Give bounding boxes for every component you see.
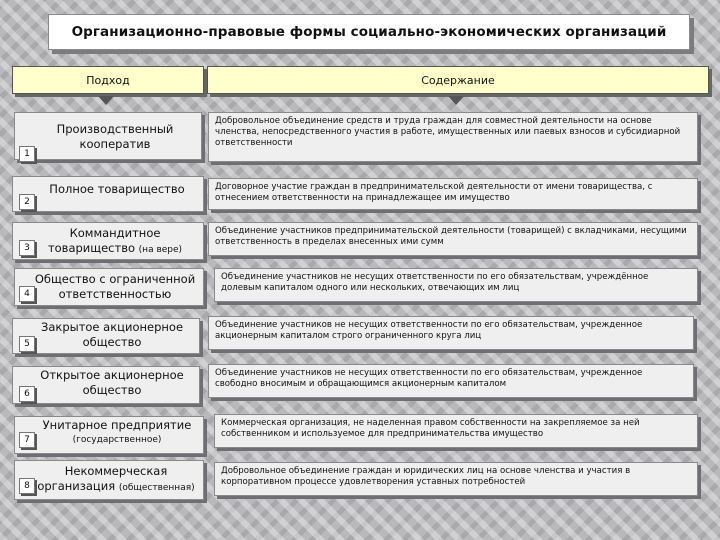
form-description: Коммерческая организация, не наделенная правом собственности на закрепляемое за ней собственником и используемое для предпринимательства имущество: [214, 414, 698, 448]
form-name: Унитарное предприятие (государственное): [42, 418, 192, 445]
form-name: Закрытое акционерное общество: [40, 320, 184, 349]
form-name: Общество с ограниченной ответственностью: [34, 272, 196, 301]
form-description: Объединение участников предпринимательской деятельности (товарищей) с вкладчиками, несущими ответственность в пределах внесенных ими сумм: [208, 222, 698, 256]
form-name: Коммандитное товарищество (на вере): [47, 226, 183, 255]
table-row: [0, 414, 720, 456]
table-row: [0, 268, 720, 308]
form-description: Добровольное объединение средств и труда граждан для совместной деятельности на основе членства, непосредственного участия в работе, имущественных или паевых взносов и субсидиарной ответственности: [208, 112, 698, 162]
content-arrow-icon: [448, 96, 464, 105]
title-box: [48, 14, 690, 50]
row-number: 7: [19, 432, 35, 448]
form-description: Объединение участников не несущих ответственности по его обязательствам, учрежденное свободно вносимым и обращающимся акционерным капиталом: [208, 364, 694, 398]
form-name: Полное товарищество: [49, 182, 185, 196]
row-number: 3: [19, 240, 35, 256]
row-number: 8: [19, 478, 35, 494]
form-name: Некоммерческая организация (общественная): [37, 464, 195, 493]
row-number: 2: [19, 194, 35, 210]
form-description: Объединение участников не несущих ответственности по его обязательствам, учрежденное акционерным капиталом строго ограниченного круга лиц: [208, 316, 694, 350]
table-row: [0, 316, 720, 356]
form-description: Объединение участников не несущих ответственности по его обязательствам, учреждённое долевым капиталом одного или нескольких, отвечающих им лиц: [214, 268, 698, 302]
table-row: [0, 112, 720, 162]
form-name: Производственный кооператив: [56, 122, 174, 151]
table-row: [0, 460, 720, 502]
form-description: Добровольное объединение граждан и юридических лиц на основе членства и участия в корпоративном процессе удовлетворения уставных потребностей: [214, 462, 698, 496]
table-row: [0, 176, 720, 214]
row-number: 1: [19, 146, 35, 162]
form-description: Договорное участие граждан в предпринимательской деятельности от имени товарищества, с отнесением ответственности на принадлежащее им имущество: [208, 178, 698, 210]
row-number: 6: [19, 386, 35, 402]
row-number: 4: [19, 286, 35, 302]
page-title: Организационно-правовые формы социально-экономических организаций: [71, 24, 667, 40]
approach-arrow-icon: [98, 96, 114, 105]
table-row: [0, 222, 720, 262]
table-row: [0, 364, 720, 408]
content-header: Содержание: [207, 66, 709, 94]
approach-header: Подход: [12, 66, 204, 94]
row-number: 5: [19, 336, 35, 352]
form-name: Открытое акционерное общество: [40, 368, 184, 397]
